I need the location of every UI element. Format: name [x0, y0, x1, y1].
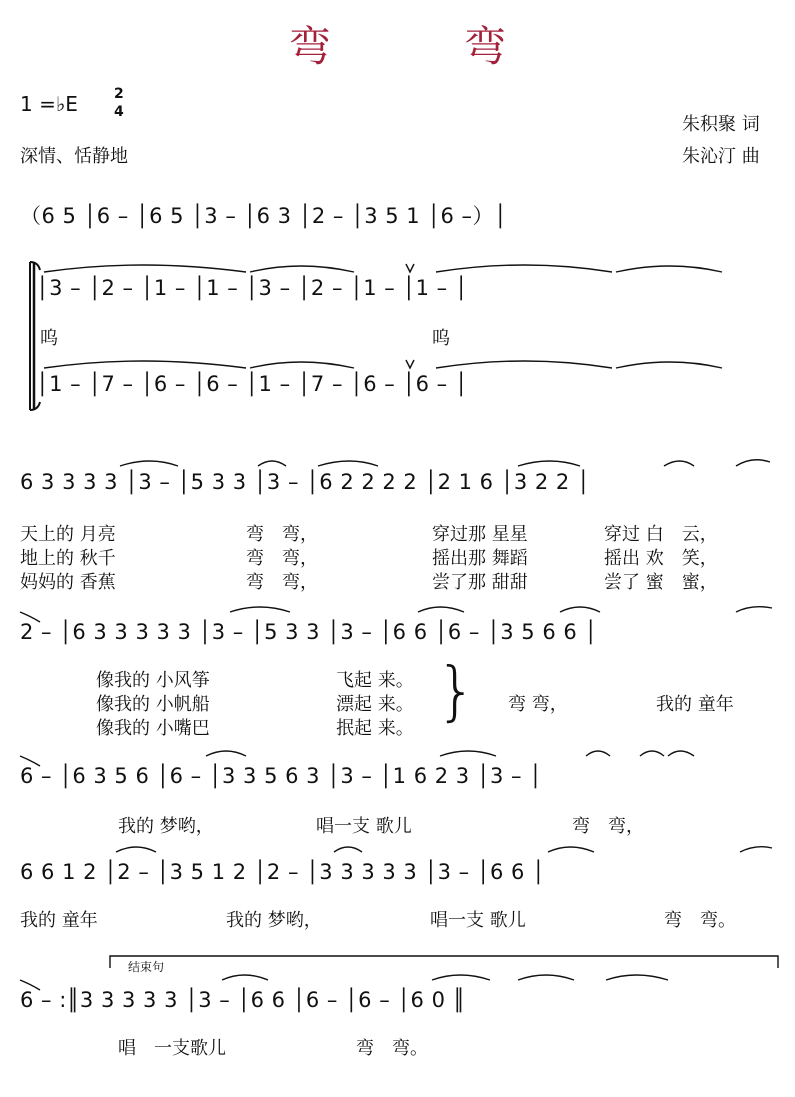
verse1-lyric-1b: 弯 弯， [246, 524, 318, 545]
verse2-lyric-1d: 摇出 欢 笑， [604, 548, 718, 569]
tie-arc [640, 751, 664, 756]
verse3-lyric-1a: 妈妈的 香蕉 [20, 572, 116, 593]
tie-arc [616, 362, 722, 368]
tie-arc [548, 847, 594, 852]
notes-line-3: 6 – │6 3 5 6 │6 – │3 3 5 6 3 │3 – │1 6 2 3 │3 – │ [20, 764, 543, 788]
verse2-lyric-2a: 像我的 小帆船 [96, 694, 210, 715]
tie-arc [440, 751, 496, 756]
tie-arc [616, 266, 722, 272]
verse2-lyric-1b: 弯 弯， [246, 548, 318, 569]
verse-notes-2: 2 – │6 3 3 3 3 3 │3 – │5 3 3 │3 – │6 6 │6 – │3 5 6 6 │ [20, 620, 598, 644]
ending-label: 结束句 [128, 960, 165, 974]
lyric-4b: 我的 梦哟， [226, 910, 322, 931]
verse1-lyric-1a: 天上的 月亮 [20, 524, 116, 545]
tie-arc [120, 461, 178, 466]
choir-lyric-2: 呜 [432, 328, 450, 349]
tie-arc [736, 607, 772, 612]
tie-arc [606, 975, 668, 980]
tie-arc [418, 607, 464, 612]
choir-lyric-1: 呜 [40, 328, 58, 349]
notes-line-5: 6 – :║3 3 3 3 3 │3 – │6 6 │6 – │6 – │6 0 ║ [20, 988, 466, 1012]
choir-lower-notes: │1 – │7 – │6 – │6 – │1 – │7 – │6 – │6 – │ [36, 372, 468, 396]
lyric-5b: 弯 弯。 [356, 1038, 428, 1059]
time-signature-top: 2 [114, 86, 124, 102]
tie-arc [432, 975, 490, 980]
tie-arc [664, 461, 694, 466]
lyricist-credit: 朱积聚 词 [682, 114, 760, 135]
tie-arc [668, 751, 694, 756]
ending-bracket [110, 956, 778, 968]
lyric-4c: 唱一支 歌儿 [430, 910, 526, 931]
tie-arc [44, 361, 246, 368]
refrain-lyric-a: 弯 弯， [508, 694, 568, 715]
breath-mark [406, 360, 414, 368]
lyric-3c: 弯 弯， [572, 816, 644, 837]
tie-arc [20, 612, 40, 622]
verse3-lyric-1b: 弯 弯， [246, 572, 318, 593]
key-signature: 1 =♭E [20, 92, 78, 116]
verse3-lyric-1c: 尝了那 甜甜 [432, 572, 528, 593]
tie-arc [436, 265, 612, 272]
verse1-lyric-2b: 飞起 来。 [336, 670, 414, 691]
verse1-lyric-2a: 像我的 小风筝 [96, 670, 210, 691]
tie-arc [230, 607, 290, 612]
refrain-lyric-b: 我的 童年 [656, 694, 734, 715]
lyric-4a: 我的 童年 [20, 910, 98, 931]
verse2-lyric-2b: 漂起 来。 [336, 694, 414, 715]
lyric-5a: 唱 一支歌儿 [118, 1038, 226, 1059]
tie-arc [586, 751, 610, 756]
tie-arc [318, 461, 378, 466]
tie-arc [518, 461, 580, 466]
tie-arc [334, 847, 362, 852]
intro-notes: （6 5 │6 – │6 5 │3 – │6 3 │2 – │3 5 1 │6 –）│ [20, 204, 508, 228]
lyric-3b: 唱一支 歌儿 [316, 816, 412, 837]
tie-arc [250, 362, 354, 368]
verse1-lyric-1c: 穿过那 星星 [432, 524, 528, 545]
tie-arc [44, 265, 246, 272]
choir-upper-notes: │3 – │2 – │1 – │1 – │3 – │2 – │1 – │1 – │ [36, 276, 468, 300]
composer-credit: 朱沁汀 曲 [682, 146, 760, 167]
tie-arc [20, 980, 40, 990]
lyric-3a: 我的 梦哟， [118, 816, 214, 837]
verse1-lyric-1d: 穿过 白 云， [604, 524, 718, 545]
tie-arc [436, 361, 612, 368]
tie-arc [258, 461, 286, 466]
verse-notes-1: 6 3 3 3 3 │3 – │5 3 3 │3 – │6 2 2 2 2 │2 1 6 │3 2 2 │ [20, 470, 591, 494]
verse-bracket: } [436, 655, 477, 729]
tie-arc [736, 460, 770, 466]
time-signature-bottom: 4 [114, 104, 124, 120]
tie-arc [250, 266, 354, 272]
tie-arc [20, 756, 40, 766]
breath-mark [406, 264, 414, 272]
tie-arc [560, 607, 600, 612]
tie-arc [116, 847, 156, 852]
verse3-lyric-2a: 像我的 小嘴巴 [96, 718, 210, 739]
tie-arc [518, 975, 574, 980]
song-title: 弯 弯 [288, 22, 567, 71]
lyric-4d: 弯 弯。 [664, 910, 736, 931]
notes-line-4: 6 6 1 2 │2 – │3 5 1 2 │2 – │3 3 3 3 3 │3 – │6 6 │ [20, 860, 546, 884]
verse3-lyric-1d: 尝了 蜜 蜜， [604, 572, 718, 593]
verse2-lyric-1c: 摇出那 舞蹈 [432, 548, 528, 569]
verse2-lyric-1a: 地上的 秋千 [20, 548, 116, 569]
tie-arc [206, 751, 246, 756]
tie-arc [222, 975, 268, 980]
verse3-lyric-2b: 抿起 来。 [336, 718, 414, 739]
tempo-marking: 深情、恬静地 [20, 146, 128, 167]
tie-arc [740, 847, 772, 852]
